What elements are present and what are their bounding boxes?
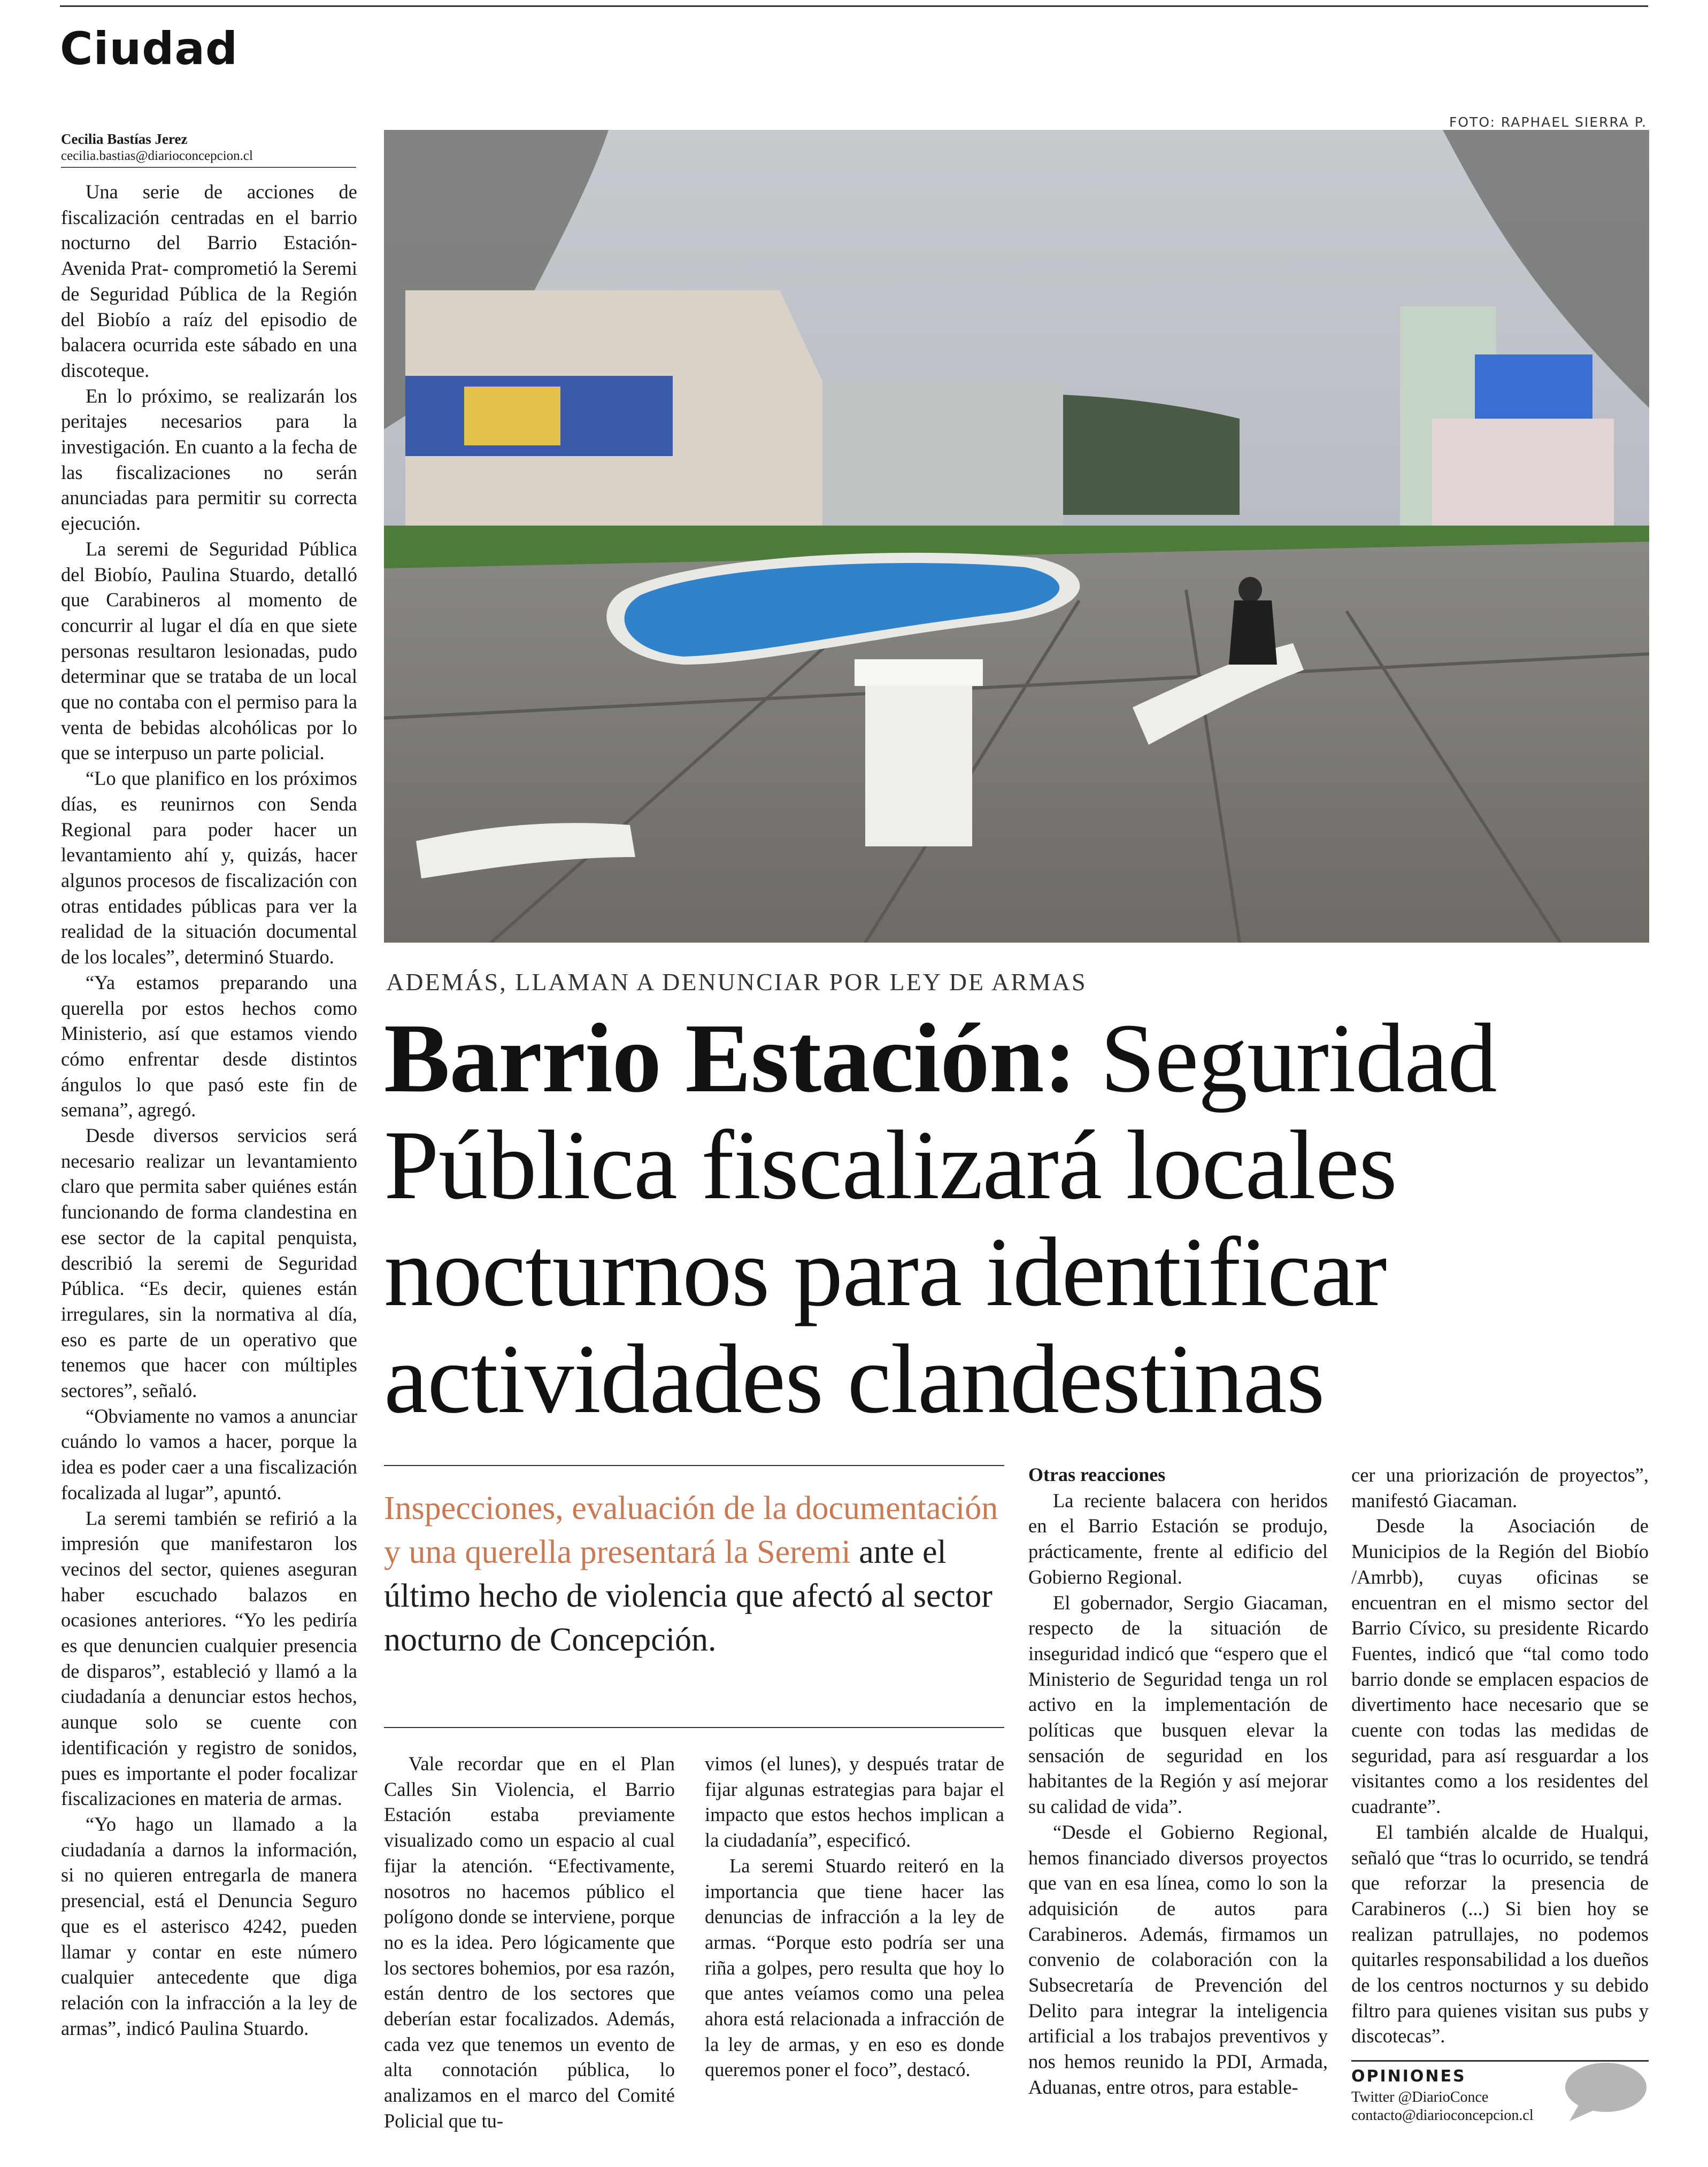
deck-top-rule xyxy=(384,1465,1004,1466)
kicker: ADEMÁS, LLAMAN A DENUNCIAR POR LEY DE ARMAS xyxy=(386,968,1087,996)
paragraph: “Ya estamos preparando una querella por estos hechos como Ministerio, así que estamos viendo cómo enfrentar desde distintos ángulos lo que pasó este fin de semana”, agregó. xyxy=(61,971,357,1121)
paragraph: Desde diversos servicios será necesario realizar un levantamiento claro que permita saber quiénes están funcionando de forma clandestina en ese sector de la capital penquista, describió la seremi de Seguridad Pública. “Es decir, quienes están irregulares, sin la normativa al día, eso es parte de un operativo que tenemos que hacer con múltiples sectores”, señaló. xyxy=(61,1124,357,1402)
photo-person-head xyxy=(1238,577,1262,603)
deck-accent: Inspecciones, evaluación de la documentación y una querella presentará la Seremi xyxy=(384,1490,998,1570)
paragraph: La reciente balacera con heridos en el Barrio Estación se produjo, prácticamente, frente al edificio del Gobierno Regional. xyxy=(1028,1489,1328,1588)
photo-blue-building xyxy=(1475,354,1592,424)
middle-column-1 xyxy=(384,1751,675,2134)
paragraph: La seremi de Seguridad Pública del Biobío, Paulina Stuardo, detalló que Carabineros al momento de concurrir al lugar el día en que siete personas resultaron lesionadas, pudo determinar que se trataba de un local que no contaba con el permiso para la venta de bebidas alcohólicas por lo que se interpuso un parte policial. xyxy=(61,537,357,764)
paragraph: Desde la Asociación de Municipios de la Región del Biobío /Amrbb), cuyas oficinas se encuentran en el mismo sector del Barrio Cívico, su presidente Ricardo Fuentes, indicó que “tal como todo barrio donde se emplacen espacios de divertimento hace necesario que se cuente con todas las medidas de seguridad, para así resguardar a los visitantes como a los residentes del cuadrante”. xyxy=(1351,1515,1649,1818)
paragraph: “Yo hago un llamado a la ciudadanía a darnos la información, si no quieren entregarla de manera presencial, está el Denuncia Seguro que es el asterisco 4242, pueden llamar y contar en este número cualquier antecedente que diga relación con la infracción a la ley de armas”, indicó Paulina Stuardo. xyxy=(61,1813,357,2039)
photo-pedestal-top xyxy=(855,659,983,686)
top-rule xyxy=(60,5,1648,7)
paragraph: “Lo que planifico en los próximos días, es reunirnos con Senda Regional para poder hacer un levantamiento ahí y, quizás, hacer algunos procesos de fiscalización con otras entidades públicas para ver la realidad de la situación documental de los locales”, determinó Stuardo. xyxy=(61,767,357,968)
paragraph: Una serie de acciones de fiscalización centradas en el barrio nocturno del Barrio Estación- Avenida Prat- comprometió la Seremi de Seguridad Pública de la Región del Biobío a raíz del episodio de balacera ocurrida este sábado en una discoteque. xyxy=(61,181,357,381)
right-column-1 xyxy=(1028,1462,1328,2100)
byline-divider xyxy=(61,167,356,168)
byline-email[interactable]: cecilia.bastias@diarioconcepcion.cl xyxy=(61,149,253,163)
left-column xyxy=(61,179,357,2041)
paragraph: Vale recordar que en el Plan Calles Sin Violencia, el Barrio Estación estaba previamente visualizado como un espacio al cual fijar la atención. “Efectivamente, nosotros no hacemos público el polígono donde se interviene, porque no es la idea. Pero lógicamente que los sectores bohemios, por esa razón, están dentro de los sectores que deberían estar focalizados. Además, cada vez que tenemos un evento de alta connotación pública, lo analizamos en el marco del Comité Policial que tu- xyxy=(384,1753,675,2132)
photo-building-mid xyxy=(822,381,1063,536)
section-title: Ciudad xyxy=(60,22,238,75)
opinions-title: OPINIONES xyxy=(1351,2067,1466,2086)
headline-line-3: nocturnos para identificar xyxy=(384,1217,1387,1327)
subhead: Otras reacciones xyxy=(1028,1464,1166,1485)
news-photo xyxy=(384,130,1649,943)
headline-line-2: Pública fiscalizará locales xyxy=(384,1111,1397,1220)
right-column-2 xyxy=(1351,1462,1649,2049)
speech-bubble-icon xyxy=(1559,2060,1650,2124)
photo-person-body xyxy=(1229,600,1277,665)
byline-author: Cecilia Bastías Jerez xyxy=(61,131,188,147)
opinions-box xyxy=(1351,2065,1533,2125)
photo-credit: FOTO: RAPHAEL SIERRA P. xyxy=(1449,114,1647,130)
deck-rest: ante el último hecho de violencia que afectó al sector nocturno de Concepción. xyxy=(384,1534,993,1658)
headline-line-1 xyxy=(384,1005,1649,1112)
opinions-email[interactable]: contacto@diarioconcepcion.cl xyxy=(1351,2107,1534,2124)
headline-line-4: actividades clandestinas xyxy=(384,1324,1325,1434)
opinions-twitter[interactable]: Twitter @DiarioConce xyxy=(1351,2089,1489,2106)
paragraph: La seremi también se refirió a la impresión que manifestaron los vecinos del sector, quienes aseguran haber escuchado balazos en ocasiones anteriores. “Yo les pediría es que denuncien cualquier presencia de disparos”, estableció y llamó a la ciudadanía a denunciar estos hechos, aunque solo se cuente con identificación y registro de sonidos, pues es importante el poder focalizar fiscalizaciones en materia de armas. xyxy=(61,1507,357,1810)
deck xyxy=(384,1486,1004,1662)
paragraph: “Desde el Gobierno Regional, hemos financiado diversos proyectos que van en esa línea, como lo son la adquisición de autos para Carabineros. Además, firmamos un convenio de colaboración con la Subsecretaría de Prevención del Delito para integrar la inteligencia artificial a los trabajos preventivos y nos hemos reunido la PDI, Armada, Aduanas, entre otros, para estable- xyxy=(1028,1821,1328,2098)
paragraph: cer una priorización de proyectos”, manifestó Giacaman. xyxy=(1351,1464,1649,1511)
paragraph: El también alcalde de Hualqui, señaló que “tras lo ocurrido, se tendrá que reforzar la presencia de Carabineros (...) Si bien hoy se realizan patrullajes, no podemos quitarles responsabilidad a los dueños de los centros nocturnos y su debido filtro para quienes visitan sus pubs y discotecas”. xyxy=(1351,1821,1649,2047)
middle-column-2 xyxy=(705,1751,1004,2083)
paragraph: La seremi Stuardo reiteró en la importancia que tiene hacer las denuncias de infracción a la ley de armas. “Porque esto podría ser una riña a golpes, pero resulta que hoy lo que antes veíamos como una pelea ahora está relacionada a infracción de la ley de armas, y en eso es donde queremos poner el foco”, destacó. xyxy=(705,1854,1004,2081)
paragraph: El gobernador, Sergio Giacaman, respecto de la situación de inseguridad indicó que “espero que el Ministerio de Seguridad tenga un rol activo en la implementación de políticas que busquen elevar la sensación de seguridad en los habitantes de la Región y así mejorar su calidad de vida”. xyxy=(1028,1591,1328,1818)
photo-building-right xyxy=(1432,419,1614,536)
photo-pedestal xyxy=(865,665,972,846)
paragraph: “Obviamente no vamos a anunciar cuándo lo vamos a hacer, porque la idea es poder caer a una fiscalización focalizada al lugar”, apuntó. xyxy=(61,1405,357,1503)
paragraph: En lo próximo, se realizarán los peritajes necesarios para la investigación. En cuanto a la fecha de las fiscalizaciones no serán anunciadas para permitir su correcta ejecución. xyxy=(61,384,357,535)
photo-mural-accent xyxy=(464,387,560,445)
headline-bold: Barrio Estación: xyxy=(384,1004,1076,1113)
deck-bottom-rule xyxy=(384,1727,1004,1728)
headline-line-1-rest: Seguridad xyxy=(1100,1004,1497,1113)
headline xyxy=(384,1005,1649,1433)
paragraph: vimos (el lunes), y después tratar de fijar algunas estrategias para bajar el impacto que estos hechos implican a la ciudadanía”, especificó. xyxy=(705,1753,1004,1852)
